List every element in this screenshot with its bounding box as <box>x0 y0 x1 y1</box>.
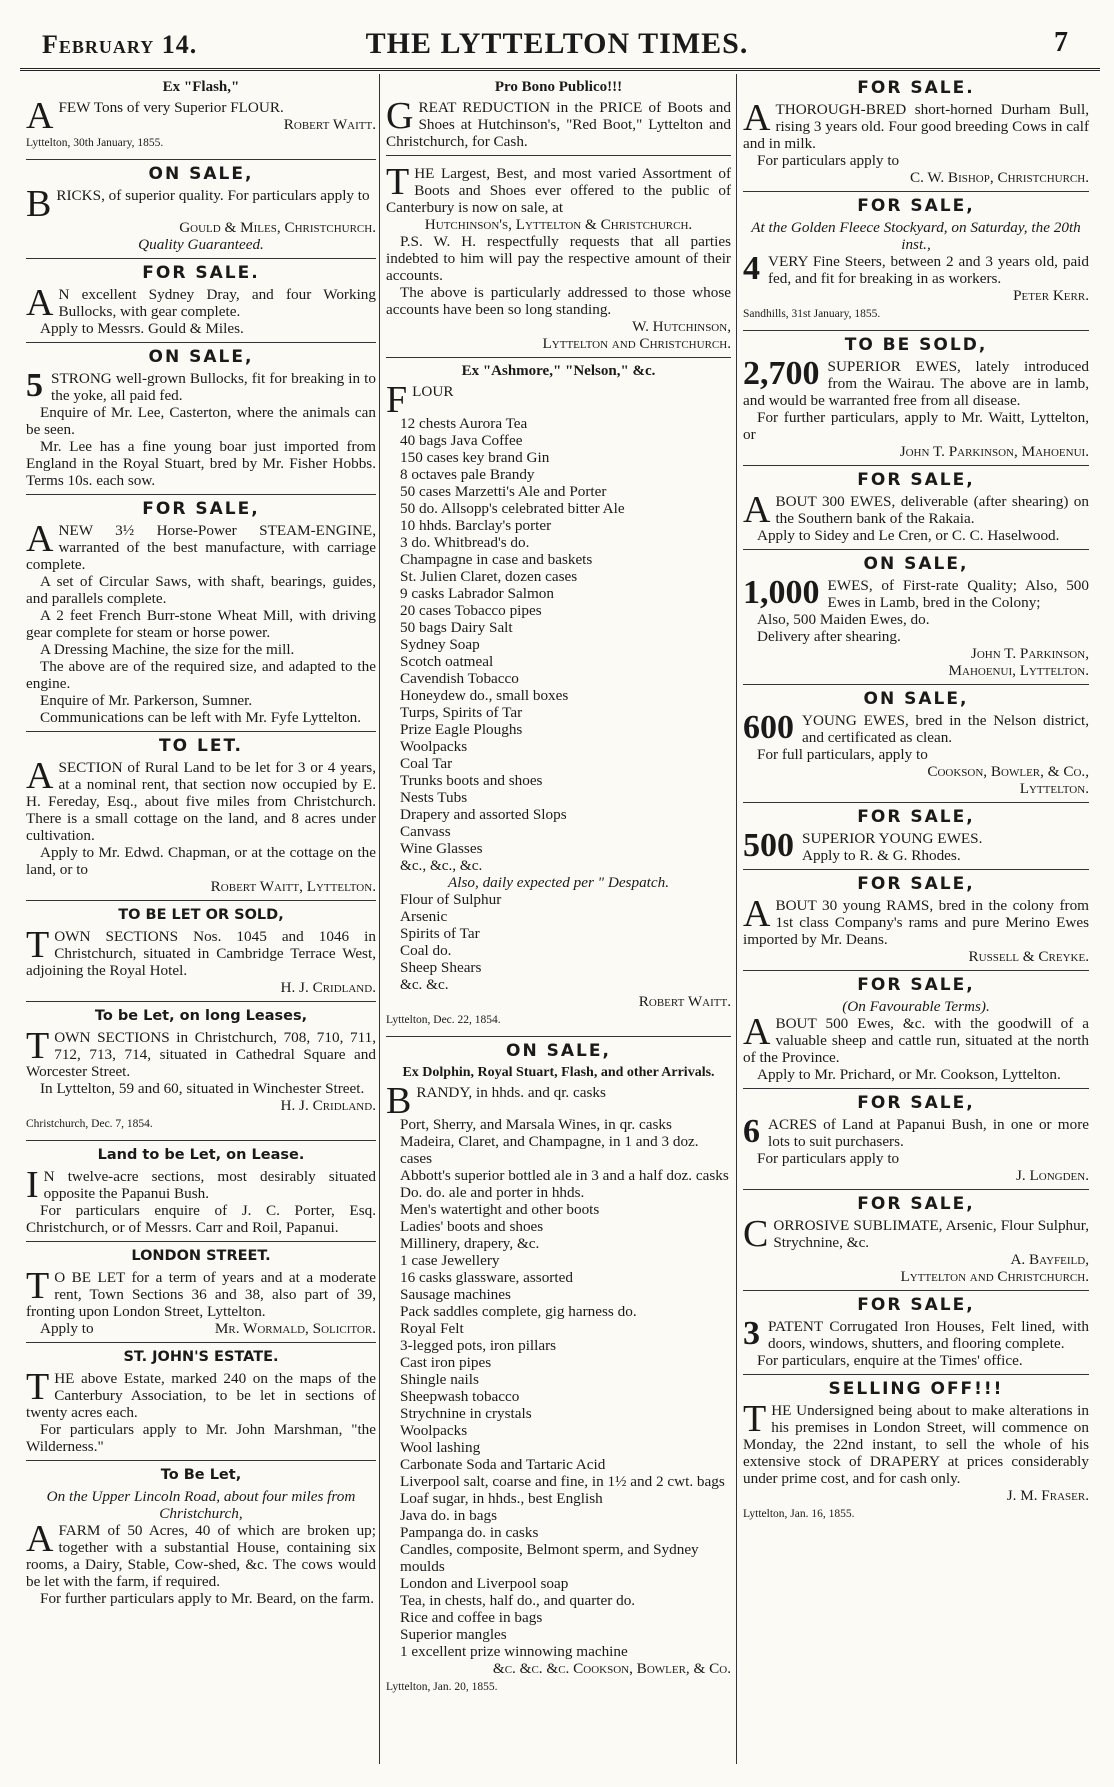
ad-signature: John T. Parkinson, <box>970 645 1089 662</box>
ad-subheading: Ex Dolphin, Royal Stuart, Flash, and other Arrivals. <box>402 1065 715 1080</box>
list-item: Candles, composite, Belmont sperm, and Sydney moulds <box>400 1541 699 1575</box>
ad-sublimate <box>743 1190 1089 1291</box>
ad-shorthorn <box>743 74 1089 192</box>
ad-text: For particulars, enquire at the Times' office. <box>757 1352 1023 1369</box>
ad-signature: Russell & Creyke. <box>968 948 1089 965</box>
ad-steam-engine <box>26 495 376 732</box>
ad-heading: TO LET. <box>159 736 243 756</box>
ad-text: The above is particularly addressed to those whose accounts have been so long standing. <box>386 284 731 318</box>
list-item: 20 cases Tobacco pipes <box>400 602 542 619</box>
drop-cap: A <box>743 893 771 935</box>
list-item: Sydney Soap <box>400 636 480 653</box>
drop-cap: B <box>26 183 52 225</box>
ad-numeral: 6 <box>743 1113 760 1150</box>
ad-body: THOROUGH-BRED short-horned Durham Bull, rising 3 years old. Four good breeding Cows in calf and in milk. <box>743 101 1089 152</box>
list-item: 150 cases key brand Gin <box>400 449 550 466</box>
list-item: 3-legged pots, iron pillars <box>400 1337 557 1354</box>
ad-subheading: On the Upper Lincoln Road, about four miles from Christchurch, <box>46 1488 356 1522</box>
drop-cap: B <box>386 1080 412 1122</box>
list-item: 50 bags Dairy Salt <box>400 619 513 636</box>
ad-signature: Robert Waitt, Lyttelton. <box>210 878 376 895</box>
ad-iron-houses <box>743 1291 1089 1375</box>
list-item: Abbott's superior bottled ale in 3 and a half doz. casks <box>400 1167 729 1184</box>
ad-text: For further particulars, apply to Mr. Waitt, Lyttelton, or <box>743 409 1089 443</box>
ad-heading: To Be Let, <box>160 1467 242 1483</box>
ad-body: LOUR <box>412 383 454 400</box>
list-item: Nests Tubs <box>400 789 468 806</box>
column-3 <box>743 74 1089 1530</box>
ad-long-leases <box>26 1002 376 1141</box>
ad-signature: Lyttelton. <box>1019 780 1089 797</box>
ad-body: NEW 3½ Horse-Power STEAM-ENGINE, warranted of the best manufacture, with carriage complete. <box>26 522 376 573</box>
ad-heading: Ex "Ashmore," "Nelson," &c. <box>461 363 656 379</box>
ad-signature: &c. &c. &c. Cookson, Bowler, & Co. <box>492 1660 731 1677</box>
ad-numeral: 3 <box>743 1315 760 1352</box>
ad-pro-bono <box>386 74 731 156</box>
ad-dateline: Lyttelton, Dec. 22, 1854. <box>386 1014 501 1026</box>
ad-text: A set of Circular Saws, with shaft, bearings, guides, and parallels complete. <box>26 573 376 607</box>
ad-text: For particulars apply to <box>757 152 900 169</box>
ad-subheading: (On Favourable Terms). <box>842 998 990 1015</box>
list-item: Java do. in bags <box>400 1507 498 1524</box>
ad-heading: SELLING OFF!!! <box>828 1379 1004 1399</box>
ad-signature: H. J. Cridland. <box>280 979 376 996</box>
ad-signature: John T. Parkinson, Mahoenui. <box>899 443 1089 460</box>
ad-text: A 2 feet French Burr-stone Wheat Mill, with driving gear complete for steam or horse power. <box>26 607 376 641</box>
list-item: 1 case Jewellery <box>400 1252 500 1269</box>
list-item: Pampanga do. in casks <box>400 1524 539 1541</box>
ad-signature: C. W. Bishop, Christchurch. <box>909 169 1089 186</box>
list-item: 50 cases Marzetti's Ale and Porter <box>400 483 607 500</box>
ad-numeral: 5 <box>26 367 43 404</box>
list-item: 10 hhds. Barclay's porter <box>400 517 552 534</box>
ad-2700-ewes <box>743 331 1089 466</box>
ad-numeral: 4 <box>743 250 760 287</box>
drop-cap: A <box>26 282 54 324</box>
list-item: Cavendish Tobacco <box>400 670 519 687</box>
ad-text: For particulars apply to Mr. John Marshman, "the Wilderness." <box>26 1421 376 1455</box>
ad-body: SUPERIOR YOUNG EWES. <box>802 830 983 847</box>
ad-body: VERY Fine Steers, between 2 and 3 years old, paid fed, and fit for breaking in as workers. <box>768 253 1089 287</box>
drop-cap: T <box>26 924 50 966</box>
ad-heading: TO BE SOLD, <box>844 335 988 355</box>
drop-cap: F <box>386 379 408 421</box>
list-item: Drapery and assorted Slops <box>400 806 567 823</box>
ad-text: For particulars apply to <box>757 1150 900 1167</box>
column-rule <box>379 74 380 1764</box>
ad-body: BOUT 300 EWES, deliverable (after shearing) on the Southern bank of the Rakaia. <box>775 493 1089 527</box>
ad-heading: FOR SALE, <box>857 196 975 216</box>
drop-cap: A <box>743 97 771 139</box>
list-item: &c., &c., &c. <box>400 857 483 874</box>
ad-land-lease <box>26 1141 376 1242</box>
ad-heading: ON SALE, <box>506 1041 611 1061</box>
list-item: Wool lashing <box>400 1439 481 1456</box>
drop-cap: G <box>386 95 414 137</box>
list-item: Canvass <box>400 823 451 840</box>
list-item: Sheep Shears <box>400 959 482 976</box>
list-item: Arsenic <box>400 908 448 925</box>
ad-dateline: Lyttelton, Jan. 16, 1855. <box>743 1508 855 1520</box>
ad-text-apply: Apply to <box>40 1320 94 1337</box>
list-item: 16 casks glassware, assorted <box>400 1269 573 1286</box>
list-item: Millinery, drapery, &c. <box>400 1235 540 1252</box>
list-item: Flour of Sulphur <box>400 891 502 908</box>
ad-body: OWN SECTIONS in Christchurch, 708, 710, 711, 712, 713, 714, situated in Cathedral Square and Worcester Street. <box>26 1029 376 1080</box>
list-item: Coal do. <box>400 942 452 959</box>
drop-cap: A <box>26 95 54 137</box>
list-item: 8 octaves pale Brandy <box>400 466 535 483</box>
drop-cap: T <box>743 1398 767 1440</box>
list-item: &c. &c. <box>400 976 449 993</box>
ad-heading: ST. JOHN'S ESTATE. <box>123 1349 279 1365</box>
list-item: Royal Felt <box>400 1320 464 1337</box>
list-item: Spirits of Tar <box>400 925 480 942</box>
ad-heading: Ex "Flash," <box>162 79 240 95</box>
ad-signature: J. M. Fraser. <box>1006 1487 1089 1504</box>
ad-subheading: At the Golden Fleece Stockyard, on Saturday, the 20th inst., <box>751 219 1081 253</box>
ad-signature: Mahoenui, Lyttelton. <box>948 662 1089 679</box>
list-item: Woolpacks <box>400 1422 468 1439</box>
ad-heading: FOR SALE, <box>142 499 260 519</box>
ad-text: For particulars enquire of J. C. Porter, Esq. Christchurch, or of Messrs. Carr and Roil, Papanui. <box>26 1202 376 1236</box>
newspaper-title: THE LYTTELTON TIMES. <box>365 27 749 60</box>
ad-text: Enquire of Mr. Lee, Casterton, where the animals can be seen. <box>26 404 376 438</box>
ad-numeral: 1,000 <box>743 574 820 611</box>
ad-signature: Mr. Wormald, Solicitor. <box>214 1320 376 1337</box>
ad-text: Delivery after shearing. <box>757 628 901 645</box>
drop-cap: A <box>743 1011 771 1053</box>
ad-signature: A. Bayfeild, <box>1010 1251 1089 1268</box>
ad-numeral: 600 <box>743 709 794 746</box>
ad-body: YOUNG EWES, bred in the Nelson district, and certificated as clean. <box>802 712 1089 746</box>
ad-signature: Peter Kerr. <box>1013 287 1089 304</box>
ad-text: A Dressing Machine, the size for the mill. <box>40 641 295 658</box>
ad-text: Also, 500 Maiden Ewes, do. <box>757 611 930 628</box>
ad-signature: J. Longden. <box>1015 1167 1089 1184</box>
ad-signature: Robert Waitt. <box>283 116 376 133</box>
list-item: 3 do. Whitbread's do. <box>400 534 530 551</box>
ad-numeral: 2,700 <box>743 355 820 392</box>
ad-dolphin <box>386 1037 731 1703</box>
ad-body: N twelve-acre sections, most desirably situated opposite the Papanui Bush. <box>43 1168 376 1202</box>
column-1 <box>26 74 376 1612</box>
drop-cap: I <box>26 1164 39 1206</box>
drop-cap: T <box>26 1025 50 1067</box>
ad-let-or-sold <box>26 901 376 1002</box>
list-item: Turps, Spirits of Tar <box>400 704 523 721</box>
ad-heading: LONDON STREET. <box>131 1248 271 1264</box>
ad-signature: Robert Waitt. <box>638 993 731 1010</box>
ad-body: SECTION of Rural Land to be let for 3 or 4 years, at a nominal rent, that section now occupied by E. H. Fereday, Esq., about five miles from Christchurch. There is a small cottage on the land, and 8 acres under cultivation. <box>26 759 376 844</box>
ad-text: P.S. W. H. respectfully requests that all parties indebted to him will pay the respective amount of their accounts. <box>386 233 731 284</box>
ad-dray <box>26 259 376 343</box>
ad-signature: H. J. Cridland. <box>280 1097 376 1114</box>
ad-body: BOUT 30 young RAMS, bred in the colony from 1st class Company's rams and pure Merino Ewes imported by Mr. Deans. <box>743 897 1089 948</box>
ad-heading: Land to be Let, on Lease. <box>97 1147 305 1163</box>
column-2 <box>386 74 731 1703</box>
list-item: St. Julien Claret, dozen cases <box>400 568 578 585</box>
list-item: Coal Tar <box>400 755 453 772</box>
ad-goodwill <box>743 971 1089 1089</box>
ad-dateline: Lyttelton, Jan. 20, 1855. <box>386 1681 498 1693</box>
ad-steers <box>743 192 1089 331</box>
ad-boots-shoes <box>386 156 731 358</box>
ad-flash-flour <box>26 74 376 160</box>
ad-text: Apply to Mr. Prichard, or Mr. Cookson, Lyttelton. <box>757 1066 1061 1083</box>
ad-rams <box>743 870 1089 971</box>
list-item: Superior mangles <box>400 1626 507 1643</box>
drop-cap: A <box>26 755 54 797</box>
ad-heading: FOR SALE, <box>857 1093 975 1113</box>
drop-cap: T <box>386 161 410 203</box>
ad-text: For full particulars, apply to <box>757 746 928 763</box>
ad-heading: ON SALE, <box>148 164 254 184</box>
ad-heading: FOR SALE, <box>857 807 975 827</box>
ad-heading: TO BE LET OR SOLD, <box>118 907 284 923</box>
list-item: Shingle nails <box>400 1371 479 1388</box>
list-item: Rice and coffee in bags <box>400 1609 543 1626</box>
ad-text: Mr. Lee has a fine young boar just imported from England in the Royal Stuart, bred by Mr. Fisher Hobbs. Terms 10s. each sow. <box>26 438 376 489</box>
ad-body: ACRES of Land at Papanui Bush, in one or more lots to suit purchasers. <box>768 1116 1089 1150</box>
ad-st-johns-estate <box>26 1343 376 1461</box>
list-item: Trunks boots and shoes <box>400 772 543 789</box>
ad-body: SUPERIOR EWES, lately introduced from the Wairau. The above are in lamb, and would be warranted free from all disease. <box>743 358 1089 409</box>
list-item: Woolpacks <box>400 738 468 755</box>
drop-cap: T <box>26 1265 50 1307</box>
ad-heading: ON SALE, <box>863 554 969 574</box>
list-item: Strychnine in crystals <box>400 1405 532 1422</box>
list-item: 50 do. Allsopp's celebrated bitter Ale <box>400 500 625 517</box>
ad-bricks <box>26 160 376 259</box>
masthead <box>0 0 1114 64</box>
drop-cap: A <box>743 489 771 531</box>
ad-text: Apply to Sidey and Le Cren, or C. C. Haselwood. <box>757 527 1060 544</box>
drop-cap: C <box>743 1213 769 1255</box>
ad-heading: FOR SALE, <box>857 975 975 995</box>
list-item: Madeira, Claret, and Champagne, in 1 and 3 doz. cases <box>400 1133 699 1167</box>
ad-signature: Cookson, Bowler, & Co., <box>927 763 1089 780</box>
ad-heading: FOR SALE. <box>857 78 975 98</box>
list-item: Pack saddles complete, gig harness do. <box>400 1303 637 1320</box>
ad-body: STRONG well-grown Bullocks, fit for breaking in to the yoke, all paid fed. <box>51 370 376 404</box>
goods-list <box>386 891 731 993</box>
ad-body: OWN SECTIONS Nos. 1045 and 1046 in Christchurch, situated in Cambridge Terrace West, adjoining the Royal Hotel. <box>26 928 376 979</box>
list-item: Liverpool salt, coarse and fine, in 1½ and 2 cwt. bags <box>400 1473 725 1490</box>
list-item: Loaf sugar, in hhds., best English <box>400 1490 603 1507</box>
ad-signature: W. Hutchinson, <box>632 318 731 335</box>
ad-text: Apply to R. & G. Rhodes. <box>802 847 961 864</box>
ad-text: Apply to Mr. Edwd. Chapman, or at the cottage on the land, or to <box>26 844 376 878</box>
ad-text: Apply to Messrs. Gould & Miles. <box>40 320 244 337</box>
list-item: Champagne in case and baskets <box>400 551 593 568</box>
ad-signature: Lyttelton and Christchurch. <box>542 335 731 352</box>
column-rule <box>736 74 737 1764</box>
ad-text: Enquire of Mr. Parkerson, Sumner. <box>40 692 253 709</box>
ad-heading: FOR SALE, <box>857 470 975 490</box>
ad-600-ewes <box>743 685 1089 803</box>
list-item: Prize Eagle Ploughs <box>400 721 523 738</box>
ad-text: The above are of the required size, and adapted to the engine. <box>26 658 376 692</box>
list-item: Cast iron pipes <box>400 1354 492 1371</box>
ad-to-let <box>26 732 376 901</box>
ad-numeral: 500 <box>743 827 794 864</box>
ad-heading: FOR SALE, <box>857 1194 975 1214</box>
drop-cap: T <box>26 1366 50 1408</box>
ad-body: FEW Tons of very Superior FLOUR. <box>58 99 284 116</box>
list-item: Scotch oatmeal <box>400 653 494 670</box>
list-item: Do. do. ale and porter in hhds. <box>400 1184 585 1201</box>
ad-text: Hutchinson's, Lyttelton & Christchurch. <box>424 216 693 233</box>
ad-body: REAT REDUCTION in the PRICE of Boots and Shoes at Hutchinson's, "Red Boot," Lyttelton and Christchurch, for Cash. <box>386 99 731 150</box>
ad-body: HE above Estate, marked 240 on the maps of the Canterbury Association, to be let in sections of twenty acres each. <box>26 1370 376 1421</box>
ad-body: HE Largest, Best, and most varied Assortment of Boots and Shoes ever offered to the public of Canterbury is now on sale, at <box>386 165 731 216</box>
list-item: Sheepwash tobacco <box>400 1388 520 1405</box>
drop-cap: A <box>26 518 54 560</box>
list-item: Tea, in chests, half do., and quarter do. <box>400 1592 636 1609</box>
ad-6-acres <box>743 1089 1089 1190</box>
ad-body: PATENT Corrugated Iron Houses, Felt lined, with doors, windows, shutters, and flooring complete. <box>768 1318 1089 1352</box>
ad-body: RICKS, of superior quality. For particulars apply to <box>56 187 370 204</box>
ad-london-street <box>26 1242 376 1343</box>
list-item: Port, Sherry, and Marsala Wines, in qr. casks <box>400 1116 672 1133</box>
ad-ashmore <box>386 358 731 1037</box>
drop-cap: A <box>26 1518 54 1560</box>
ad-heading: FOR SALE, <box>857 1295 975 1315</box>
ad-text: In Lyttelton, 59 and 60, situated in Winchester Street. <box>40 1080 365 1097</box>
list-item: Sausage machines <box>400 1286 511 1303</box>
list-item: Honeydew do., small boxes <box>400 687 569 704</box>
ad-dateline: Sandhills, 31st January, 1855. <box>743 308 881 320</box>
ad-body: HE Undersigned being about to make alterations in his premises in London Street, will commence on Monday, the 22nd instant, to sell the whole of his extensive stock of DRAPERY at prices considerably under prime cost, and for cash only. <box>743 1402 1089 1487</box>
ad-dateline: Lyttelton, 30th January, 1855. <box>26 137 164 149</box>
ad-body: RANDY, in hhds. and qr. casks <box>416 1084 606 1101</box>
ad-signature: Lyttelton and Christchurch. <box>900 1268 1089 1285</box>
ad-bullocks <box>26 343 376 495</box>
masthead-rule <box>20 68 1100 71</box>
goods-list <box>386 1116 731 1660</box>
ad-body: O BE LET for a term of years and at a moderate rent, Town Sections 36 and 38, also part of 39, fronting upon London Street, Lyttelton. <box>26 1269 376 1320</box>
list-item: Wine Glasses <box>400 840 483 857</box>
ad-signature: Gould & Miles, Christchurch. <box>179 219 376 236</box>
ad-1000-ewes <box>743 550 1089 685</box>
ad-heading: ON SALE, <box>863 689 969 709</box>
ad-body: FARM of 50 Acres, 40 of which are broken up; together with a substantial House, containing six rooms, a Dairy, Stable, Cow-shed, &c. The cows would be let with the farm, if required. <box>26 1522 376 1590</box>
ad-500-ewes <box>743 803 1089 870</box>
ad-body: ORROSIVE SUBLIMATE, Arsenic, Flour Sulphur, Strychnine, &c. <box>773 1217 1089 1251</box>
ad-text: Communications can be left with Mr. Fyfe Lyttelton. <box>40 709 361 726</box>
list-item: Men's watertight and other boots <box>400 1201 600 1218</box>
issue-date: February 14. <box>42 30 198 59</box>
ad-heading: Pro Bono Publico!!! <box>494 79 623 95</box>
ad-heading: To be Let, on long Leases, <box>94 1008 308 1024</box>
ad-body: EWES, of First-rate Quality; Also, 500 Ewes in Lamb, bred in the Colony; <box>827 577 1089 611</box>
ad-heading: ON SALE, <box>148 347 254 367</box>
list-item: 9 casks Labrador Salmon <box>400 585 554 602</box>
list-item: Ladies' boots and shoes <box>400 1218 544 1235</box>
ad-body: BOUT 500 Ewes, &c. with the goodwill of a valuable sheep and cattle run, situated at the north of the Province. <box>743 1015 1089 1066</box>
ad-note: Also, daily expected per " Despatch. <box>447 874 670 891</box>
list-item: Carbonate Soda and Tartaric Acid <box>400 1456 606 1473</box>
ad-text <box>26 1320 376 1337</box>
ad-body: N excellent Sydney Dray, and four Working Bullocks, with gear complete. <box>58 286 376 320</box>
ad-note: Quality Guaranteed. <box>138 236 264 253</box>
list-item: London and Liverpool soap <box>400 1575 569 1592</box>
ad-dateline: Christchurch, Dec. 7, 1854. <box>26 1118 153 1130</box>
ad-heading: FOR SALE. <box>142 263 260 283</box>
ad-text: For further particulars apply to Mr. Beard, on the farm. <box>40 1590 375 1607</box>
ad-farm <box>26 1461 376 1612</box>
page-number: 7 <box>1054 27 1068 58</box>
list-item: 12 chests Aurora Tea <box>400 415 528 432</box>
list-item: 1 excellent prize winnowing machine <box>400 1643 628 1660</box>
ad-heading: FOR SALE, <box>857 874 975 894</box>
ad-selling-off <box>743 1375 1089 1530</box>
list-item: 40 bags Java Coffee <box>400 432 523 449</box>
ad-300-ewes <box>743 466 1089 550</box>
goods-list <box>386 415 731 874</box>
